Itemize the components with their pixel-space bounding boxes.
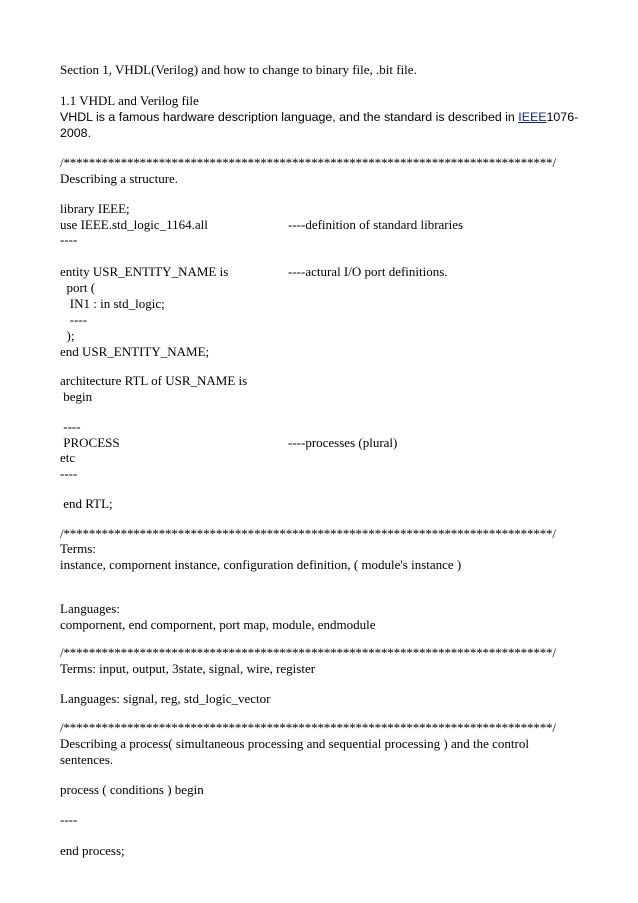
code-line: port ( <box>60 280 96 295</box>
process-heading: Describing a process( simultaneous processing and sequential processing ) and the control <box>60 736 529 751</box>
languages-text: Languages: signal, reg, std_logic_vector <box>60 691 271 706</box>
code-comment: ----definition of standard libraries <box>288 217 464 232</box>
intro-text-end: 1076- <box>546 110 579 124</box>
code-line: PROCESS <box>60 435 120 450</box>
intro-paragraph-line <box>60 109 578 125</box>
code-comment: ----actural I/O port definitions. <box>288 264 448 279</box>
structure-heading: Describing a structure. <box>60 171 179 186</box>
code-line: library IEEE; <box>60 201 130 216</box>
code-line: ---- <box>60 419 81 434</box>
code-line: IN1 : in std_logic; <box>60 296 165 311</box>
terms-text: instance, compornent instance, configuration definition, ( module's instance ) <box>60 557 462 572</box>
section-heading: Section 1, VHDL(Verilog) and how to change to binary file, .bit file. <box>60 62 417 77</box>
code-line: use IEEE.std_logic_1164.all <box>60 217 208 232</box>
code-line: begin <box>60 389 93 404</box>
code-line: ); <box>60 328 75 343</box>
subsection-heading: 1.1 VHDL and Verilog file <box>60 93 199 108</box>
code-line: ---- <box>60 466 78 481</box>
terms-heading: Terms: <box>60 541 96 556</box>
code-line: end USR_ENTITY_NAME; <box>60 344 210 359</box>
code-line: architecture RTL of USR_NAME is <box>60 373 248 388</box>
separator-line: /*****************************************************************************/ <box>60 720 556 735</box>
code-line: ---- <box>60 232 78 247</box>
ieee-link[interactable]: IEEE <box>518 110 547 124</box>
code-line: ---- <box>60 312 88 327</box>
code-line: ---- <box>60 812 78 827</box>
languages-text: compornent, end compornent, port map, module, endmodule <box>60 617 376 632</box>
code-line: end process; <box>60 843 125 858</box>
separator-line: /*****************************************************************************/ <box>60 155 556 170</box>
separator-line: /*****************************************************************************/ <box>60 645 556 660</box>
code-comment: ----processes (plural) <box>288 435 398 450</box>
separator-line: /*****************************************************************************/ <box>60 526 556 541</box>
intro-paragraph-line-2: 2008. <box>60 126 92 140</box>
languages-heading: Languages: <box>60 601 120 616</box>
process-heading-cont: sentences. <box>60 752 114 767</box>
code-line: etc <box>60 450 76 465</box>
code-line: process ( conditions ) begin <box>60 782 204 797</box>
code-line: entity USR_ENTITY_NAME is <box>60 264 229 279</box>
code-line: end RTL; <box>60 496 113 511</box>
terms-text: Terms: input, output, 3state, signal, wire, register <box>60 661 316 676</box>
intro-text: VHDL is a famous hardware description language, and the standard is described in <box>60 110 519 124</box>
